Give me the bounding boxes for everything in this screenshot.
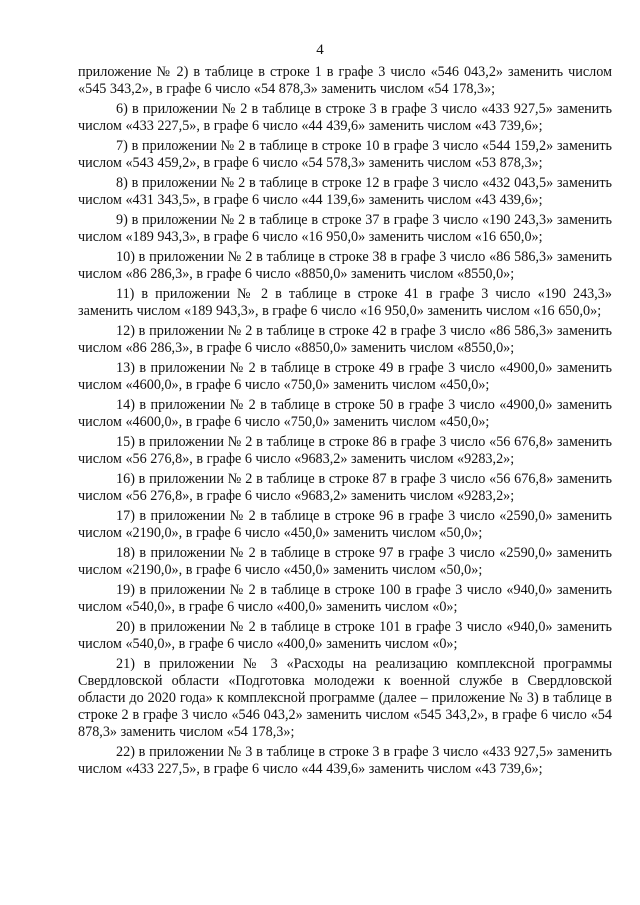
paragraph-item-21: 21) в приложении № 3 «Расходы на реализацию комплексной программы Свердловской области «Подготовка молодежи к военной службе в Свердловской области до 2020 года» к комплексной программе (далее – приложение № 3) в таблице в строке 2 в графе 3 число «546 043,2» заменить числом «545 343,2», в графе 6 число «54 878,3» заменить числом «54 178,3»; [78,656,612,740]
paragraph-item-7: 7) в приложении № 2 в таблице в строке 10 в графе 3 число «544 159,2» заменить числом «543 459,2», в графе 6 число «54 578,3» заменить числом «53 878,3»; [78,138,612,171]
paragraph-item: приложение № 2) в таблице в строке 1 в графе 3 число «546 043,2» заменить числом «545 343,2», в графе 6 число «54 878,3» заменить числом «54 178,3»; [78,64,612,97]
paragraph-item-20: 20) в приложении № 2 в таблице в строке 101 в графе 3 число «940,0» заменить числом «540,0», в графе 6 число «400,0» заменить числом «0»; [78,619,612,652]
paragraph-item-13: 13) в приложении № 2 в таблице в строке 49 в графе 3 число «4900,0» заменить числом «4600,0», в графе 6 число «750,0» заменить числом «450,0»; [78,360,612,393]
paragraph-item-12: 12) в приложении № 2 в таблице в строке 42 в графе 3 число «86 586,3» заменить числом «86 286,3», в графе 6 число «8850,0» заменить числом «8550,0»; [78,323,612,356]
paragraph-item-19: 19) в приложении № 2 в таблице в строке 100 в графе 3 число «940,0» заменить числом «540,0», в графе 6 число «400,0» заменить числом «0»; [78,582,612,615]
paragraph-item-17: 17) в приложении № 2 в таблице в строке 96 в графе 3 число «2590,0» заменить числом «2190,0», в графе 6 число «450,0» заменить числом «50,0»; [78,508,612,541]
paragraph-item-14: 14) в приложении № 2 в таблице в строке 50 в графе 3 число «4900,0» заменить числом «4600,0», в графе 6 число «750,0» заменить числом «450,0»; [78,397,612,430]
paragraph-item-22: 22) в приложении № 3 в таблице в строке 3 в графе 3 число «433 927,5» заменить числом «433 227,5», в графе 6 число «44 439,6» заменить числом «43 739,6»; [78,744,612,777]
paragraph-item-15: 15) в приложении № 2 в таблице в строке 86 в графе 3 число «56 676,8» заменить числом «56 276,8», в графе 6 число «9683,2» заменить числом «9283,2»; [78,434,612,467]
paragraph-item-11: 11) в приложении № 2 в таблице в строке 41 в графе 3 число «190 243,3» заменить числом «189 943,3», в графе 6 число «16 950,0» заменить числом «16 650,0»; [78,286,612,319]
paragraph-item-16: 16) в приложении № 2 в таблице в строке 87 в графе 3 число «56 676,8» заменить числом «56 276,8», в графе 6 число «9683,2» заменить числом «9283,2»; [78,471,612,504]
paragraph-item-18: 18) в приложении № 2 в таблице в строке 97 в графе 3 число «2590,0» заменить числом «2190,0», в графе 6 число «450,0» заменить числом «50,0»; [78,545,612,578]
paragraph-item-10: 10) в приложении № 2 в таблице в строке 38 в графе 3 число «86 586,3» заменить числом «86 286,3», в графе 6 число «8850,0» заменить числом «8550,0»; [78,249,612,282]
paragraph-item-8: 8) в приложении № 2 в таблице в строке 12 в графе 3 число «432 043,5» заменить числом «431 343,5», в графе 6 число «44 139,6» заменить числом «43 439,6»; [78,175,612,208]
document-body [78,64,612,781]
paragraph-item-6: 6) в приложении № 2 в таблице в строке 3 в графе 3 число «433 927,5» заменить числом «433 227,5», в графе 6 число «44 439,6» заменить числом «43 739,6»; [78,101,612,134]
paragraph-item-9: 9) в приложении № 2 в таблице в строке 37 в графе 3 число «190 243,3» заменить числом «189 943,3», в графе 6 число «16 950,0» заменить числом «16 650,0»; [78,212,612,245]
page-number: 4 [316,42,324,58]
